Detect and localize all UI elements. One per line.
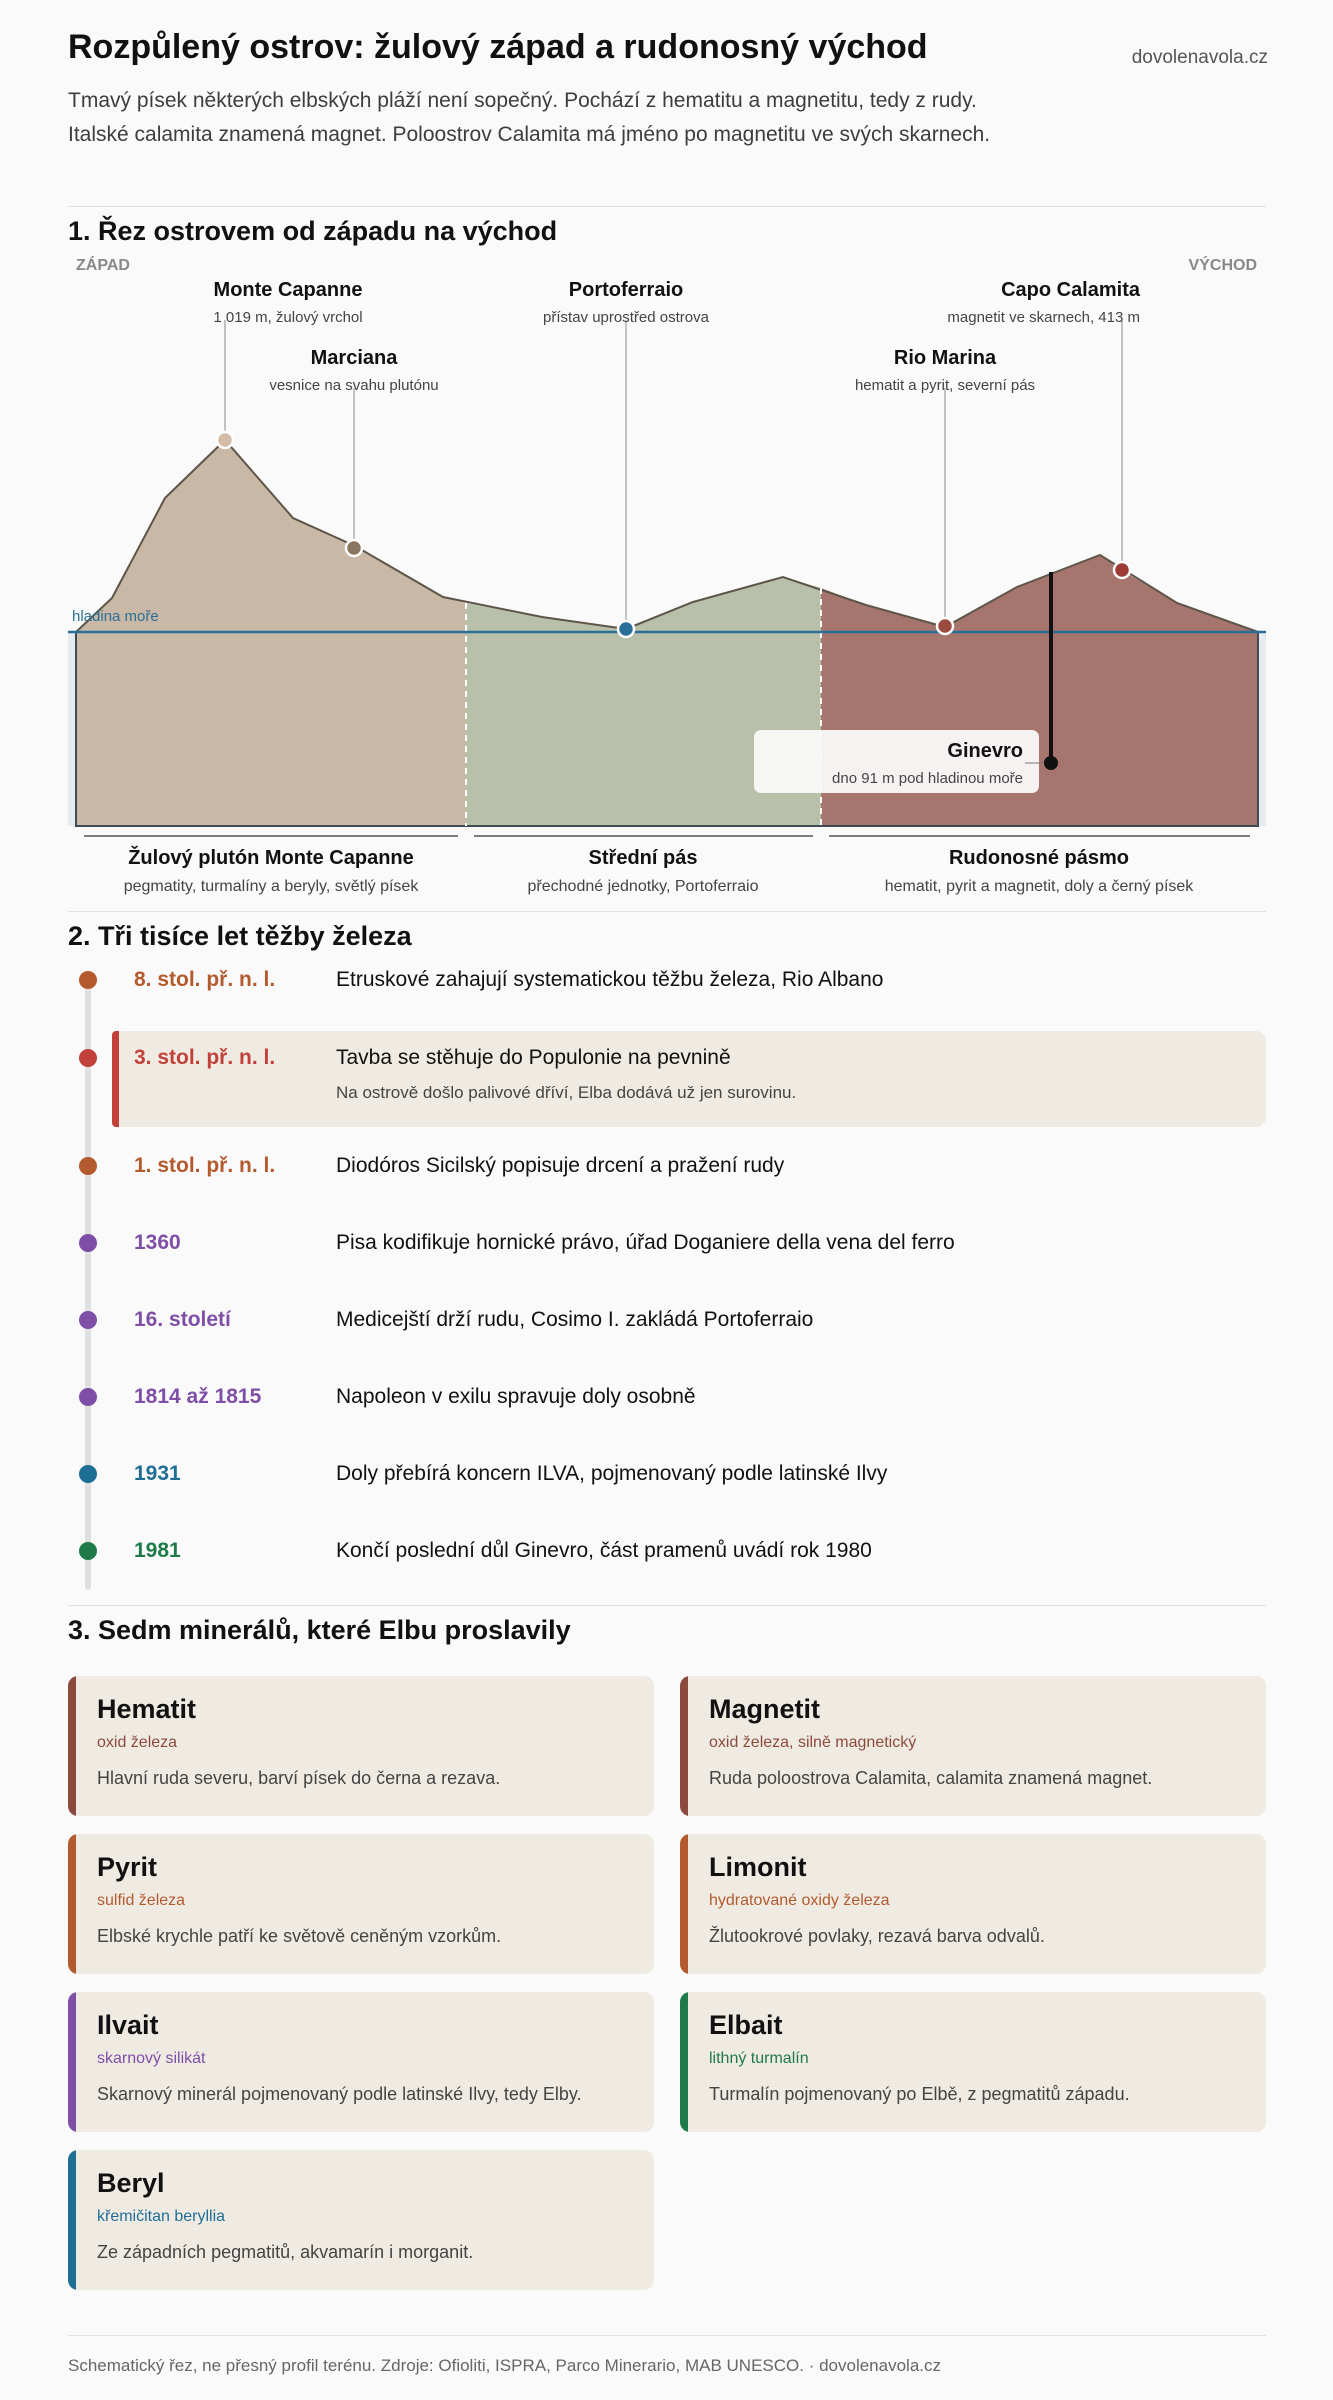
timeline-date: 3. stol. př. n. l.: [134, 1046, 276, 1069]
card-accent-bar: [68, 1834, 76, 1974]
card-accent-bar: [68, 2150, 76, 2290]
mineral-type: sulfid železa: [97, 1892, 186, 1909]
timeline-text: Diodóros Sicilský popisuje drcení a pražení rudy: [336, 1154, 785, 1177]
card-accent-bar: [68, 1992, 76, 2132]
mineral-desc: Hlavní ruda severu, barví písek do černa a rezava.: [97, 1768, 501, 1788]
mineral-name: Hematit: [97, 1694, 197, 1724]
timeline-dot: [79, 1465, 97, 1483]
zone-name: Žulový plutón Monte Capanne: [128, 847, 414, 869]
intro-line: Tmavý písek některých elbských pláží není sopečný. Pochází z hematitu a magnetitu, tedy z rudy.: [68, 89, 977, 112]
timeline-date: 1981: [134, 1539, 181, 1562]
east-label: VÝCHOD: [1188, 257, 1257, 274]
point-name: Rio Marina: [893, 347, 997, 369]
mineral-name: Limonit: [709, 1852, 807, 1882]
timeline-date: 8. stol. př. n. l.: [134, 968, 276, 991]
monte-capanne-dot: [217, 432, 233, 448]
timeline-date: 1931: [134, 1462, 181, 1485]
mineral-card-magnetit: [680, 1676, 1266, 1816]
timeline-date: 16. století: [134, 1308, 231, 1331]
point-name: Portoferraio: [568, 279, 684, 301]
divider: [68, 206, 1266, 207]
west-label: ZÁPAD: [76, 257, 130, 274]
footer-note: Schematický řez, ne přesný profil terénu. Zdroje: Ofioliti, ISPRA, Parco Minerario, MAB UNESCO. · dovolenavola.cz: [68, 2356, 941, 2375]
timeline-dot: [79, 1049, 97, 1067]
mineral-card-ilvait: [68, 1992, 654, 2132]
mineral-name: Elbait: [709, 2010, 783, 2040]
mineral-name: Beryl: [97, 2168, 165, 2198]
point-name: Monte Capanne: [213, 279, 363, 301]
mineral-card-beryl: [68, 2150, 654, 2290]
zone-name: Rudonosné pásmo: [948, 847, 1130, 869]
divider: [68, 2335, 1266, 2336]
divider: [68, 1605, 1266, 1606]
timeline-dot: [79, 1234, 97, 1252]
section-heading: 2. Tři tisíce let těžby železa: [68, 921, 412, 951]
card-accent-bar: [680, 1676, 688, 1816]
mineral-name: Pyrit: [97, 1852, 158, 1882]
mineral-type: lithný turmalín: [709, 2050, 809, 2067]
mineral-desc: Ze západních pegmatitů, akvamarín i morganit.: [97, 2242, 474, 2262]
mineral-desc: Ruda poloostrova Calamita, calamita znamená magnet.: [709, 1768, 1153, 1788]
timeline-date: 1814 až 1815: [134, 1385, 262, 1408]
mineral-name: Ilvait: [97, 2010, 159, 2040]
timeline-date: 1. stol. př. n. l.: [134, 1154, 276, 1177]
mineral-card-hematit: [68, 1676, 654, 1816]
point-name: Marciana: [310, 347, 398, 369]
sea-level-label: hladina moře: [72, 608, 159, 625]
mineral-type: křemičitan beryllia: [97, 2208, 226, 2225]
section-heading: 3. Sedm minerálů, které Elbu proslavily: [68, 1615, 571, 1645]
mineral-card-pyrit: [68, 1834, 654, 1974]
island-cross-section: [0, 250, 1333, 910]
rio-marina-dot: [937, 618, 953, 634]
point-sub: magnetit ve skarnech, 413 m: [947, 309, 1140, 326]
highlight-bar: [112, 1031, 119, 1127]
mineral-type: oxid železa, silně magnetický: [709, 1734, 917, 1751]
mineral-name: Magnetit: [709, 1694, 820, 1724]
timeline-dot: [79, 1157, 97, 1175]
zone-sub: pegmatity, turmalíny a beryly, světlý písek: [123, 878, 419, 895]
page-title: Rozpůlený ostrov: žulový západ a rudonosný východ: [68, 28, 928, 66]
timeline-text: Etruskové zahajují systematickou těžbu železa, Rio Albano: [336, 968, 884, 991]
mineral-card-elbait: [680, 1992, 1266, 2132]
timeline-text: Doly přebírá koncern ILVA, pojmenovaný podle latinské Ilvy: [336, 1462, 888, 1485]
timeline-subtext: Na ostrově došlo palivové dříví, Elba dodává už jen surovinu.: [336, 1083, 797, 1102]
portoferraio-dot: [618, 621, 634, 637]
timeline-dot: [79, 1311, 97, 1329]
point-sub: dno 91 m pod hladinou moře: [832, 770, 1023, 787]
section-heading: 1. Řez ostrovem od západu na východ: [68, 216, 558, 246]
point-name: Ginevro: [947, 740, 1023, 762]
mineral-desc: Skarnový minerál pojmenovaný podle latinské Ilvy, tedy Elby.: [97, 2084, 582, 2104]
card-accent-bar: [68, 1676, 76, 1816]
ginevro-dot: [1044, 756, 1058, 770]
point-sub: vesnice na svahu plutónu: [269, 377, 439, 394]
timeline-text: Tavba se stěhuje do Populonie na pevnině: [336, 1046, 731, 1069]
mineral-type: oxid železa: [97, 1734, 178, 1751]
mineral-desc: Elbské krychle patří ke světově ceněným vzorkům.: [97, 1926, 502, 1946]
timeline-text: Napoleon v exilu spravuje doly osobně: [336, 1385, 696, 1408]
mineral-desc: Žlutookrové povlaky, rezavá barva odvalů.: [709, 1926, 1045, 1946]
timeline-dot: [79, 971, 97, 989]
capo-calamita-dot: [1114, 562, 1130, 578]
marciana-dot: [346, 540, 362, 556]
point-sub: hematit a pyrit, severní pás: [854, 377, 1036, 394]
mineral-desc: Turmalín pojmenovaný po Elbě, z pegmatitů západu.: [709, 2084, 1130, 2104]
mineral-type: skarnový silikát: [97, 2050, 206, 2067]
intro: [68, 84, 1218, 152]
timeline-text: Medicejští drží rudu, Cosimo I. zakládá Portoferraio: [336, 1308, 814, 1331]
zone-name: Střední pás: [588, 847, 698, 869]
site-name: dovolenavola.cz: [1131, 47, 1268, 68]
timeline-dot: [79, 1542, 97, 1560]
timeline-text: Končí poslední důl Ginevro, část pramenů uvádí rok 1980: [336, 1539, 872, 1562]
timeline-line: [85, 978, 91, 1590]
zone-sub: přechodné jednotky, Portoferraio: [527, 878, 759, 895]
mineral-type: hydratované oxidy železa: [709, 1892, 890, 1909]
point-sub: přístav uprostřed ostrova: [543, 309, 709, 326]
point-sub: 1 019 m, žulový vrchol: [213, 309, 363, 326]
card-accent-bar: [680, 1834, 688, 1974]
point-name: Capo Calamita: [1001, 279, 1140, 301]
zone-sub: hematit, pyrit a magnetit, doly a černý písek: [884, 878, 1194, 895]
intro-line: Italské calamita znamená magnet. Poloostrov Calamita má jméno po magnetitu ve svých skarnech.: [68, 123, 991, 146]
mineral-card-limonit: [680, 1834, 1266, 1974]
card-accent-bar: [680, 1992, 688, 2132]
timeline-dot: [79, 1388, 97, 1406]
timeline-date: 1360: [134, 1231, 181, 1254]
divider: [68, 911, 1266, 912]
timeline-text: Pisa kodifikuje hornické právo, úřad Doganiere della vena del ferro: [336, 1231, 955, 1254]
